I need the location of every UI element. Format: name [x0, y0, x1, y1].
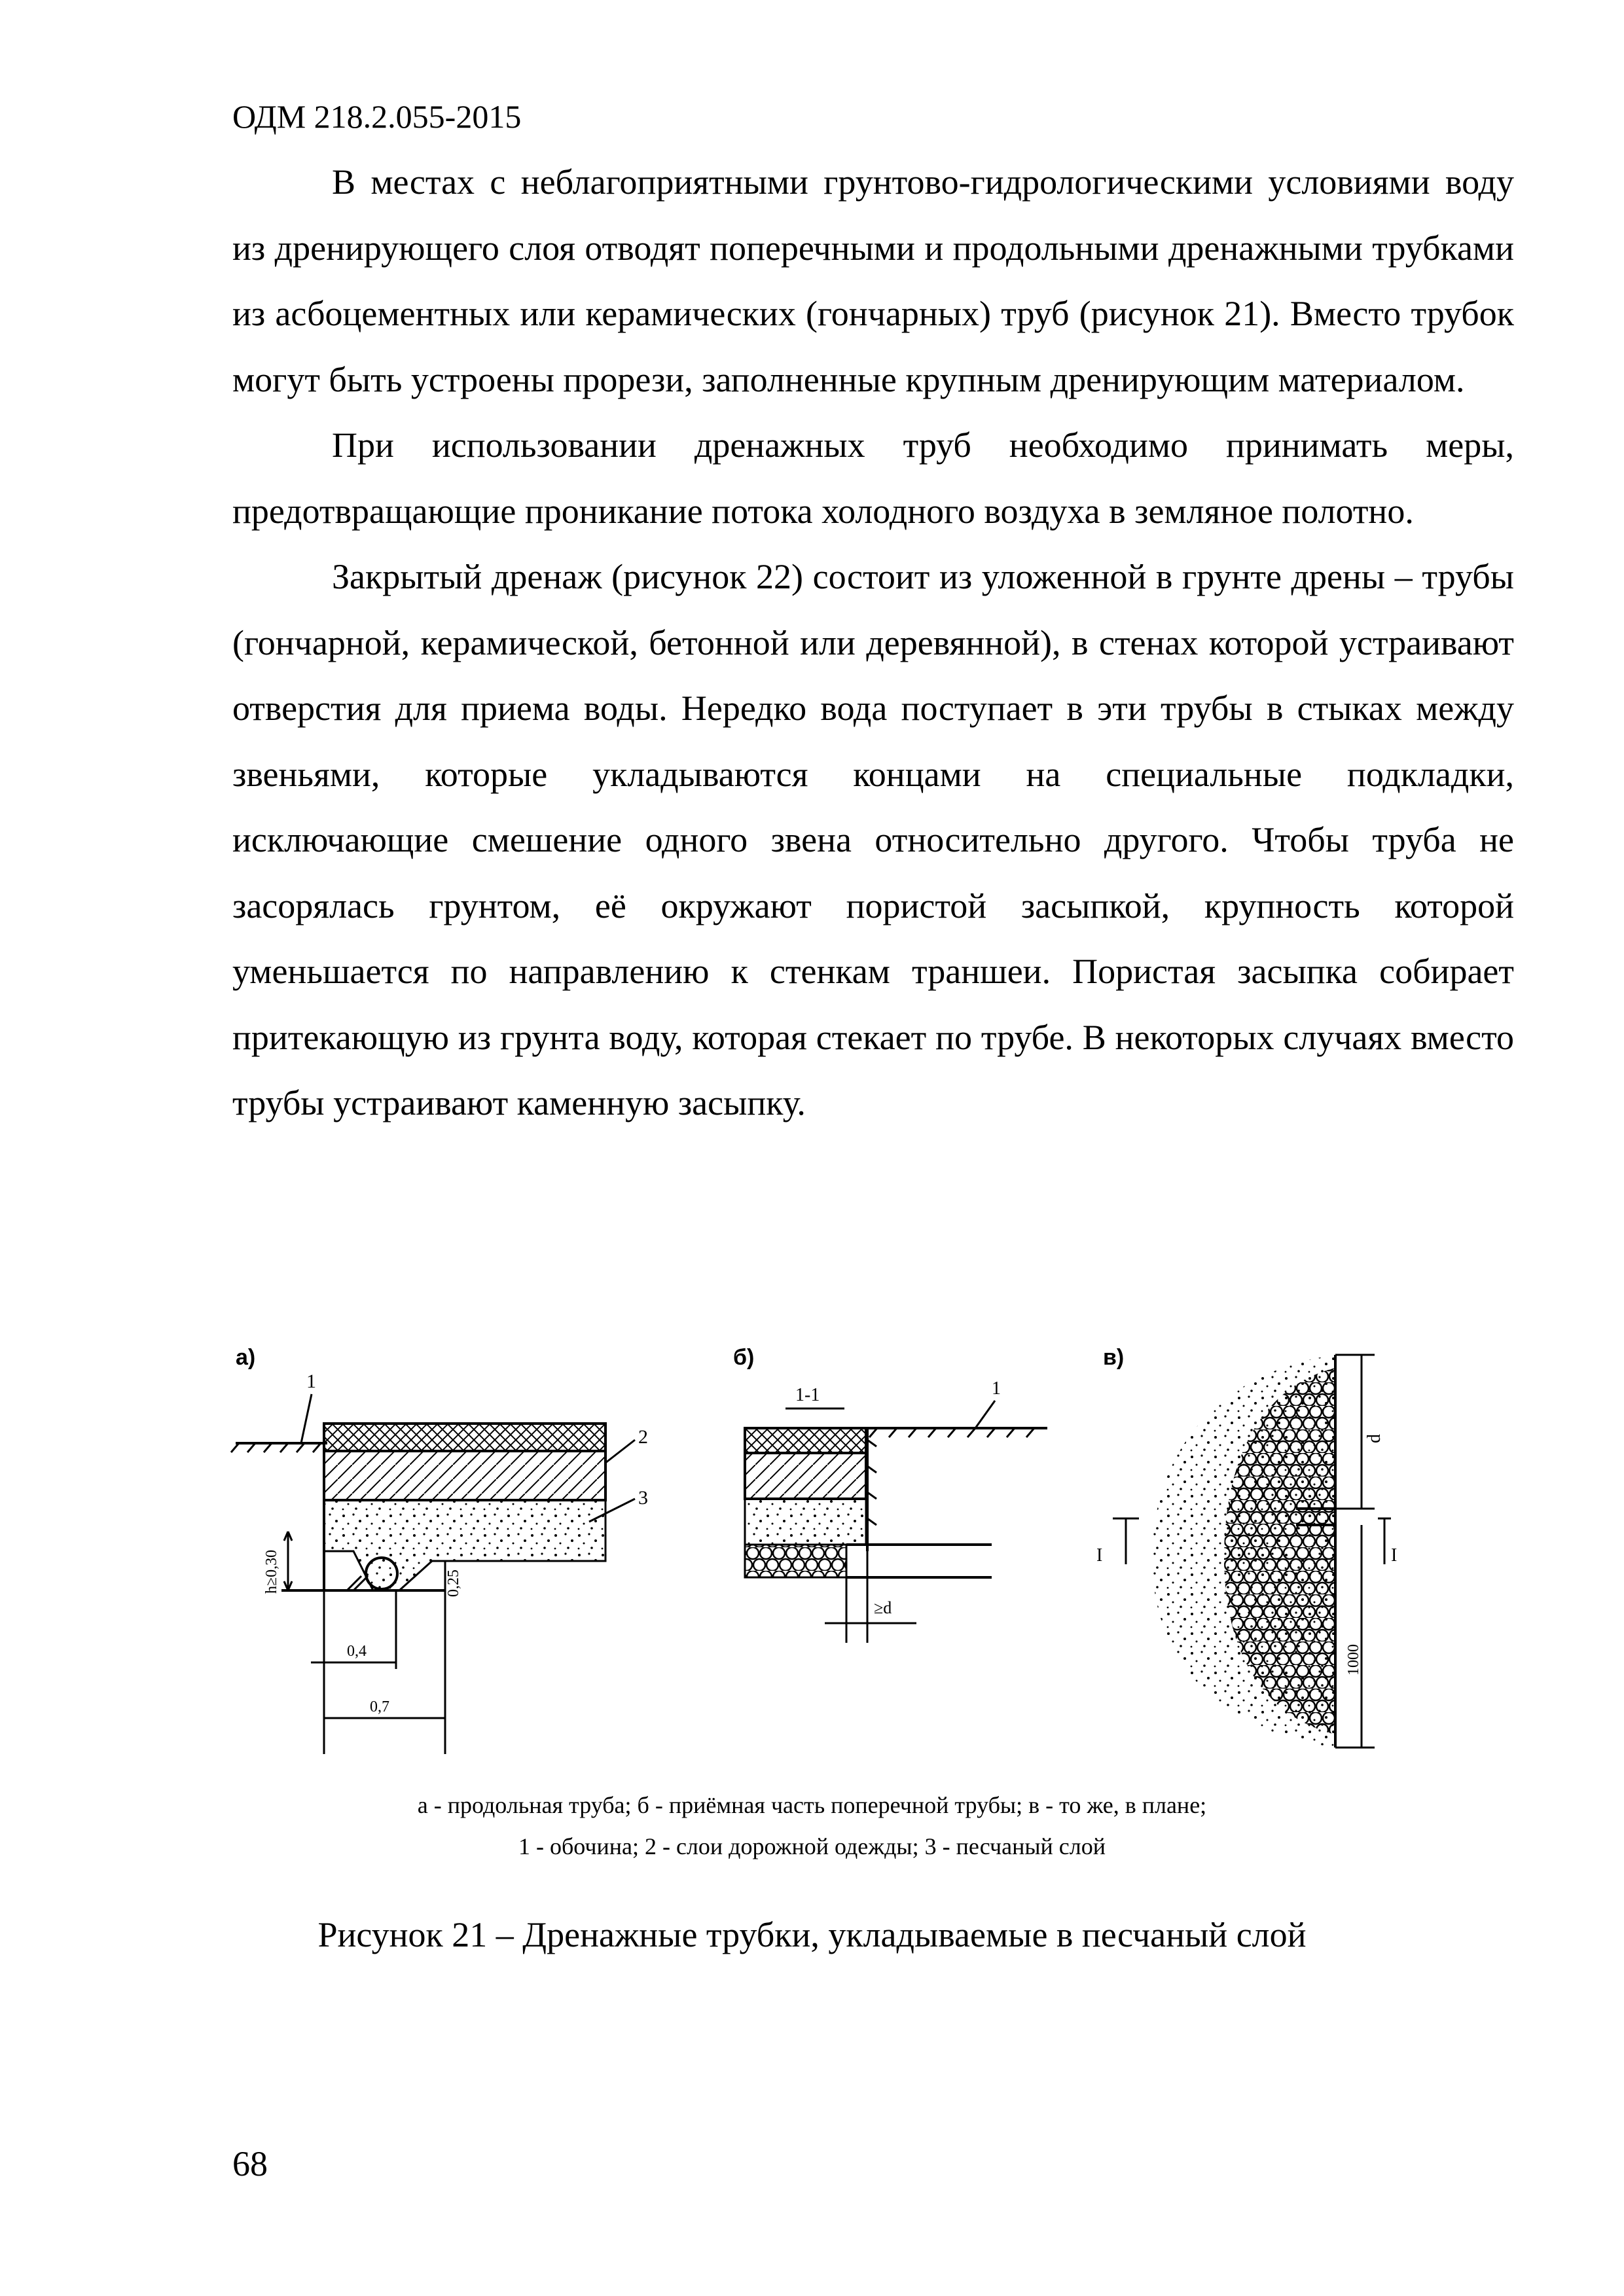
dim-gte-d: ≥d — [874, 1598, 892, 1617]
panel-a — [231, 1345, 648, 1754]
callout-2: 2 — [638, 1426, 648, 1448]
figure-legend-line-2: 1 - обочина; 2 - слои дорожной одежды; 3 - песчаный слой — [518, 1833, 1106, 1859]
panel-v-label: в) — [1103, 1345, 1125, 1370]
callout-1-b: 1 — [992, 1378, 1001, 1399]
panel-a-label: а) — [236, 1345, 256, 1370]
page-number: 68 — [232, 2144, 268, 2183]
panel-v — [1096, 1345, 1397, 1748]
body-text — [232, 149, 1514, 1136]
figure-legend-line-1: а - продольная труба; б - приёмная часть поперечной трубы; в - то же, в плане; — [417, 1792, 1207, 1818]
figure-21-drawing — [223, 1335, 1401, 1793]
dim-07: 0,7 — [370, 1698, 389, 1715]
callout-3: 3 — [638, 1487, 648, 1509]
dim-d: d — [1364, 1434, 1384, 1443]
figure-caption: Рисунок 21 – Дренажные трубки, укладываемые в песчаный слой — [317, 1915, 1307, 1954]
section-label-left: I — [1096, 1545, 1103, 1566]
paragraph-1: В местах с неблагоприятными грунтово-гидрологическими условиями воду из дренирующего слоя отводят поперечными и продольными дренажными трубками из асбоцементных или керамических (гончарных) труб (рисунок 21). Вместо трубок могут быть устроены прорези, заполненные крупным дренирующим материалом. — [232, 162, 1514, 399]
document-code: ОДМ 218.2.055-2015 — [232, 98, 522, 135]
dim-1000: 1000 — [1345, 1644, 1362, 1676]
section-mark: 1-1 — [795, 1385, 820, 1405]
dim-025: 0,25 — [445, 1570, 462, 1597]
panel-b-label: б) — [733, 1345, 755, 1370]
paragraph-3: Закрытый дренаж (рисунок 22) состоит из уложенной в грунте дрены – трубы (гончарной, керамической, бетонной или деревянной), в стенах которой устраивают отверстия для приема воды. Нередко вода поступает в эти трубы в стыках между звеньями, которые укладываются концами на специальные подкладки, исключающие смешение одного звена относительно другого. Чтобы труба не засорялась грунтом, её окружают пористой засыпкой, крупность которой уменьшается по направлению к стенкам траншеи. Пористая засыпка собирает притекающую из грунта воду, которая стекает по трубе. В некоторых случаях вместо трубы устраивают каменную засыпку. — [232, 557, 1514, 1122]
dim-height-a: h≥0,30 — [263, 1549, 280, 1594]
callout-1: 1 — [306, 1371, 316, 1392]
section-label-right: I — [1391, 1545, 1398, 1566]
dim-04: 0,4 — [347, 1643, 367, 1660]
panel-b — [733, 1345, 1047, 1643]
paragraph-2: При использовании дренажных труб необходимо принимать меры, предотвращающие проникание потока холодного воздуха в земляное полотно. — [232, 425, 1514, 531]
